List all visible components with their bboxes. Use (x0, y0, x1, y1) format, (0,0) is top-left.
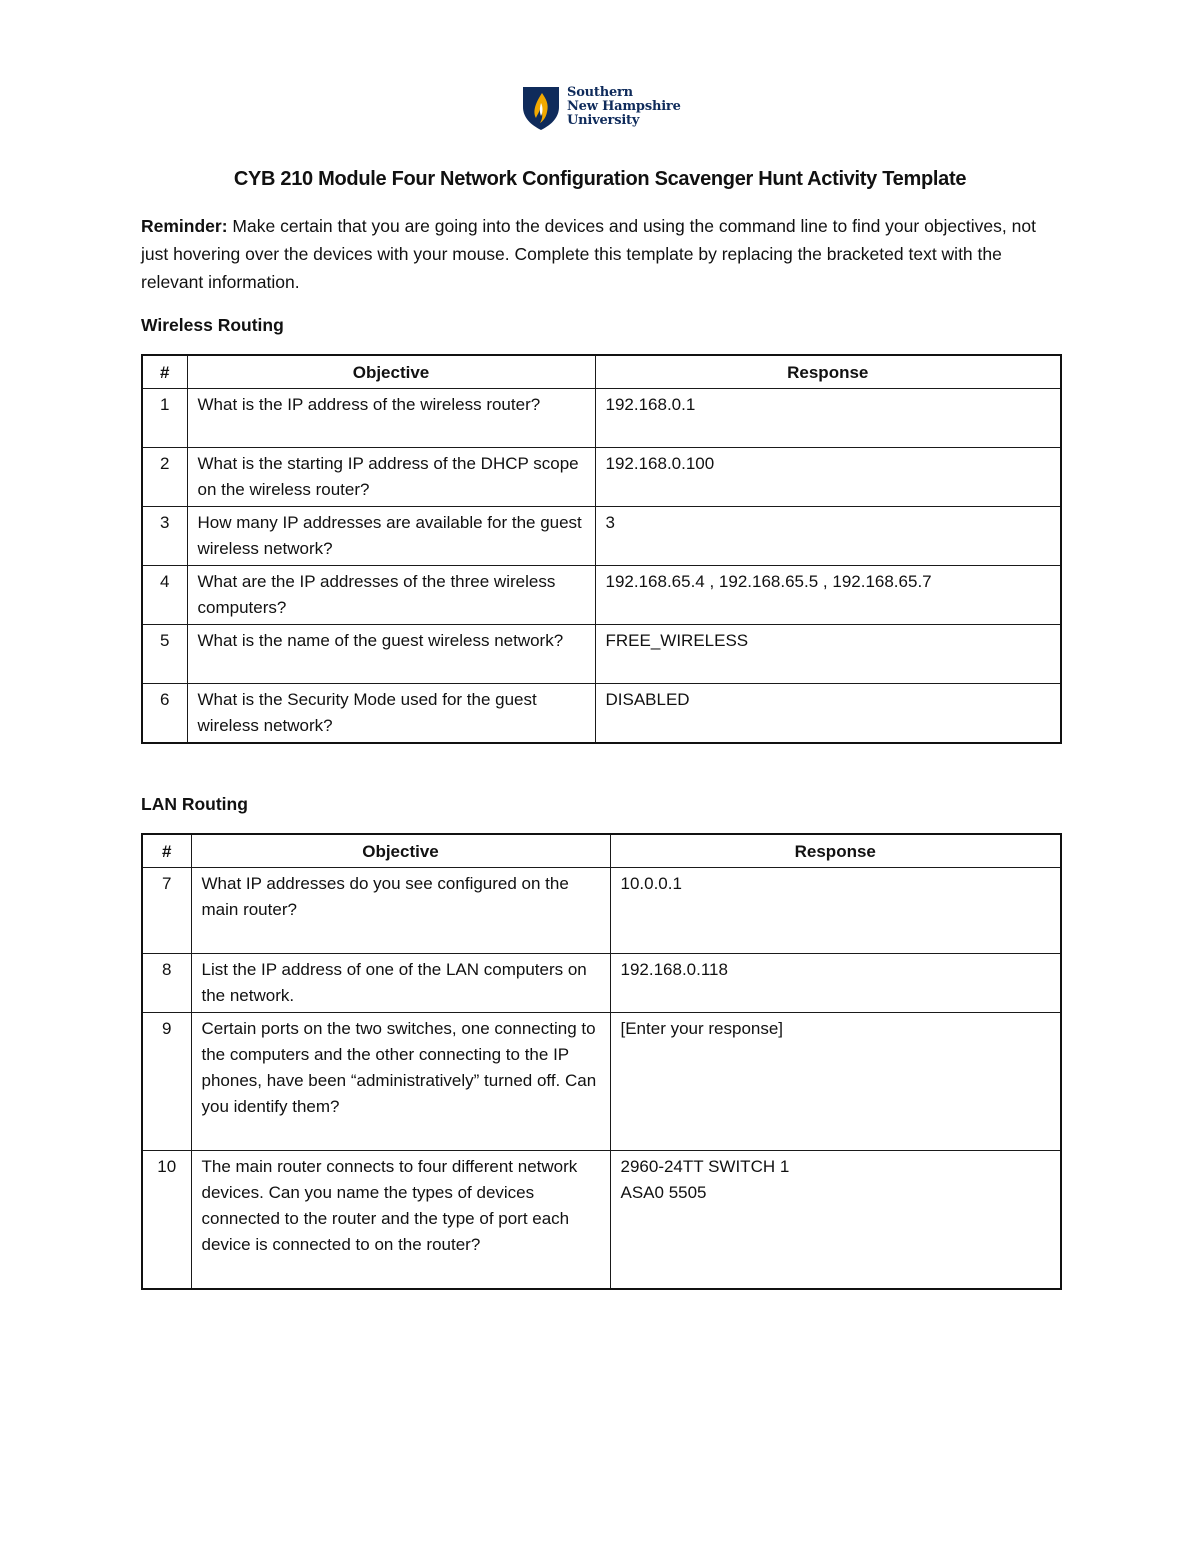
row-number: 8 (142, 954, 191, 1013)
lan-routing-heading: LAN Routing (141, 794, 248, 814)
objective-cell: The main router connects to four different network devices. Can you name the types of devices connected to the router and the type of port each device is connected to on the router? (191, 1151, 610, 1289)
response-cell[interactable]: 192.168.0.1 (595, 389, 1061, 448)
lan-routing-table (141, 833, 1062, 1290)
row-number: 10 (142, 1151, 191, 1289)
table-row (142, 448, 1061, 507)
response-line: 2960-24TT SWITCH 1 (620, 1157, 790, 1176)
university-logo (521, 85, 691, 133)
response-cell[interactable]: [Enter your response] (610, 1013, 1061, 1151)
table-row (142, 566, 1061, 625)
col-header-objective: Objective (187, 355, 595, 389)
response-cell[interactable]: DISABLED (595, 684, 1061, 744)
row-number: 9 (142, 1013, 191, 1151)
reminder-label: Reminder: (141, 216, 228, 236)
response-cell[interactable]: 10.0.0.1 (610, 868, 1061, 954)
row-number: 5 (142, 625, 187, 684)
table-row (142, 625, 1061, 684)
response-cell[interactable]: 192.168.0.118 (610, 954, 1061, 1013)
table-row (142, 868, 1061, 954)
reminder-paragraph (141, 212, 1061, 296)
logo-line-1: Southern (567, 85, 633, 100)
logo-line-3: University (567, 113, 640, 128)
response-cell[interactable]: 192.168.0.100 (595, 448, 1061, 507)
response-cell[interactable]: 3 (595, 507, 1061, 566)
wireless-routing-table (141, 354, 1062, 744)
objective-cell: What is the Security Mode used for the guest wireless network? (187, 684, 595, 744)
response-line: ASA0 5505 (620, 1183, 707, 1202)
objective-cell: What IP addresses do you see configured on the main router? (191, 868, 610, 954)
objective-cell: What is the starting IP address of the DHCP scope on the wireless router? (187, 448, 595, 507)
table-row (142, 684, 1061, 744)
col-header-objective: Objective (191, 834, 610, 868)
table-row (142, 1013, 1061, 1151)
row-number: 4 (142, 566, 187, 625)
reminder-text: Make certain that you are going into the devices and using the command line to find your objectives, not just hovering over the devices with your mouse. Complete this template by replacing the bracketed text with the relevant information. (141, 216, 1036, 292)
logo-line-2: New Hampshire (567, 99, 681, 114)
col-header-response: Response (595, 355, 1061, 389)
col-header-num: # (142, 355, 187, 389)
row-number: 3 (142, 507, 187, 566)
row-number: 6 (142, 684, 187, 744)
objective-cell: How many IP addresses are available for the guest wireless network? (187, 507, 595, 566)
objective-cell: Certain ports on the two switches, one connecting to the computers and the other connecting to the IP phones, have been “administratively” turned off. Can you identify them? (191, 1013, 610, 1151)
table-header-row (142, 834, 1061, 868)
row-number: 2 (142, 448, 187, 507)
table-row (142, 389, 1061, 448)
row-number: 1 (142, 389, 187, 448)
logo-wordmark (567, 86, 681, 128)
wireless-routing-heading: Wireless Routing (141, 315, 284, 335)
col-header-num: # (142, 834, 191, 868)
response-cell[interactable]: FREE_WIRELESS (595, 625, 1061, 684)
objective-cell: List the IP address of one of the LAN computers on the network. (191, 954, 610, 1013)
table-row (142, 507, 1061, 566)
objective-cell: What is the name of the guest wireless network? (187, 625, 595, 684)
row-number: 7 (142, 868, 191, 954)
table-header-row (142, 355, 1061, 389)
response-cell[interactable] (610, 1151, 1061, 1289)
objective-cell: What are the IP addresses of the three wireless computers? (187, 566, 595, 625)
objective-cell: What is the IP address of the wireless router? (187, 389, 595, 448)
shield-flame-icon (521, 85, 561, 131)
response-cell[interactable]: 192.168.65.4 , 192.168.65.5 , 192.168.65.7 (595, 566, 1061, 625)
table-row (142, 1151, 1061, 1289)
col-header-response: Response (610, 834, 1061, 868)
page-title: CYB 210 Module Four Network Configuration Scavenger Hunt Activity Template (233, 168, 967, 190)
table-row (142, 954, 1061, 1013)
